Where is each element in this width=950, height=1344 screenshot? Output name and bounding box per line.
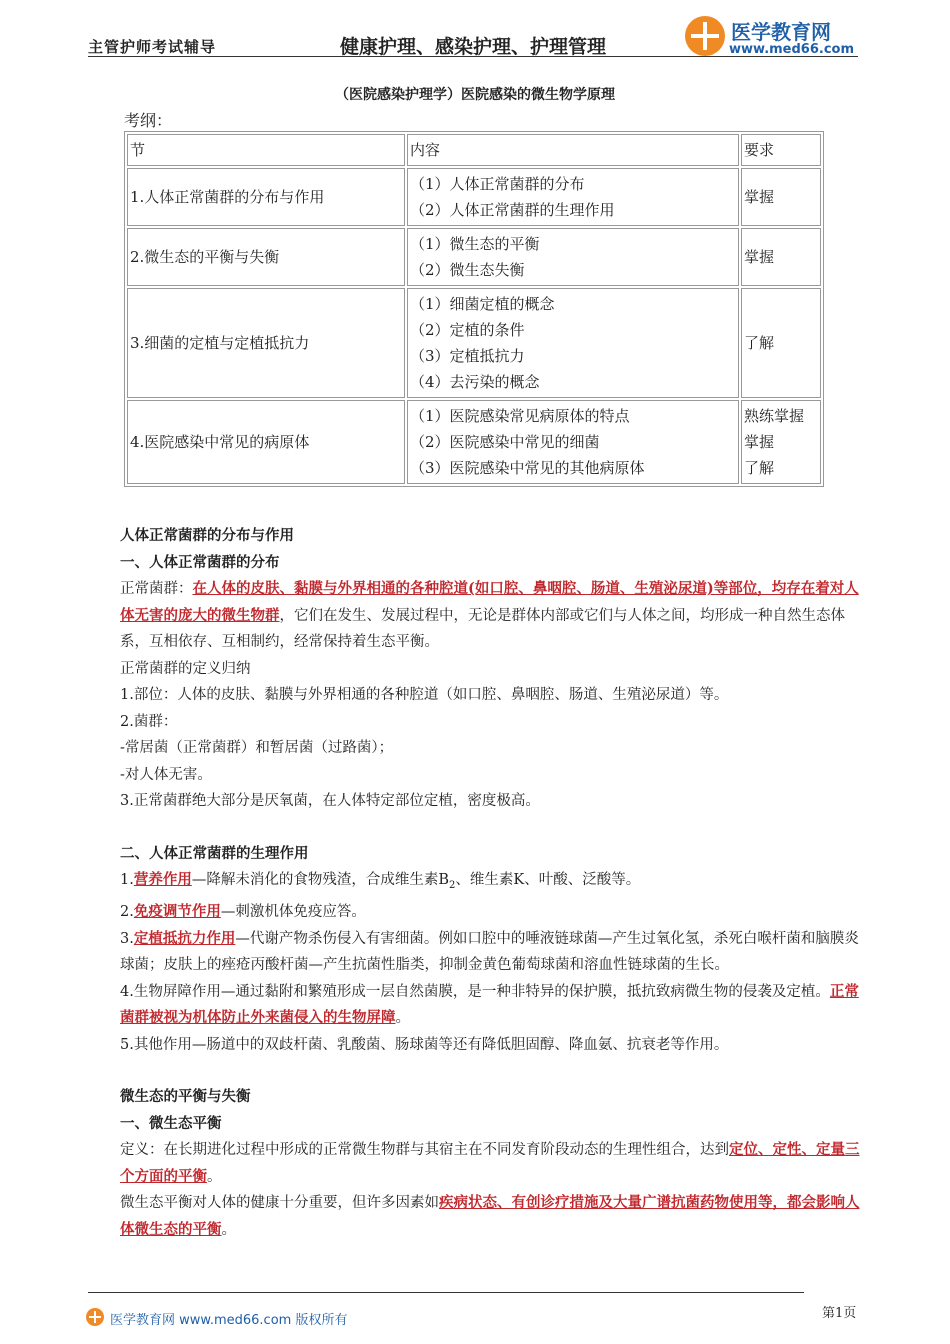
paragraph — [88, 867, 866, 899]
text: 定义：在长期进化过程中形成的正常微生物群与其宿主在不同发育阶段动态的生理性组合，达到 — [120, 1142, 729, 1159]
highlight-text: 营养作用 — [133, 871, 192, 888]
content-line: （1）医院感染常见病原体的特点 — [410, 407, 630, 425]
paragraph: -常居菌（正常菌群）和暂居菌（过路菌）； — [120, 740, 394, 756]
content-line: （1）微生态的平衡 — [410, 235, 540, 253]
text: —代谢产物杀伤侵入有害细菌。例如口腔中的唾液链球菌—产生过氧化氢，杀死白喉杆菌和脑膜炎球菌；皮肤上的痤疮丙酸杆菌—产生抗菌性脂类，抑制金黄色葡萄球菌和溶血性链球菌的生长。 — [120, 930, 859, 974]
text: 。 — [207, 1168, 222, 1185]
header-cell: 要求 — [741, 134, 821, 166]
subsection-heading: 一、微生态平衡 — [120, 1114, 222, 1132]
header-cell: 节 — [127, 134, 405, 166]
page-number: 第1页 — [822, 1306, 857, 1321]
logo-url: www.med66.com — [729, 42, 855, 57]
highlight-text: 定位、定性、定量三个方面的平衡 — [120, 1141, 860, 1185]
table-row — [127, 168, 821, 226]
text: 。 — [221, 1221, 236, 1238]
paragraph: 3.正常菌群绝大部分是厌氧菌，在人体特定部位定植，密度极高。 — [120, 793, 540, 809]
text: 2. — [120, 904, 134, 921]
text: 4.生物屏障作用—通过黏附和繁殖形成一层自然菌膜，是一种非特异的保护膜，抵抗致病微生物的侵袭及定植。 — [120, 983, 830, 1000]
content-line: （2）微生态失衡 — [410, 261, 525, 279]
section-heading: 微生态的平衡与失衡 — [120, 1088, 251, 1106]
content-cell — [407, 168, 739, 226]
text: 1. — [120, 872, 134, 888]
header-left-label: 主管护师考试辅导 — [88, 38, 217, 56]
requirement-cell — [741, 228, 821, 286]
requirement-line: 了解 — [744, 334, 775, 352]
content-cell — [407, 288, 739, 398]
footer-copyright[interactable]: 医学教育网 www.med66.com 版权所有 — [110, 1313, 348, 1328]
text: 、维生素K、叶酸、泛酸等。 — [455, 872, 641, 888]
paragraph — [88, 926, 866, 979]
outline-label: 考纲： — [124, 111, 173, 130]
paragraph — [88, 899, 866, 926]
content-line: （2）人体正常菌群的生理作用 — [410, 201, 615, 219]
site-logo[interactable] — [685, 14, 855, 62]
text: —降解未消化的食物残渣，合成维生素B — [191, 872, 449, 888]
text: 3. — [120, 930, 134, 947]
highlight-text: 在人体的皮肤、黏膜与外界相通的各种腔道(如口腔、鼻咽腔、肠道、生殖泌尿道)等部位，均存在着对人体无害的庞大的微生物群 — [120, 580, 859, 624]
subsection-heading: 二、人体正常菌群的生理作用 — [120, 844, 309, 862]
content-cell — [407, 228, 739, 286]
section-heading: 人体正常菌群的分布与作用 — [120, 527, 294, 544]
header-center-title: 健康护理、感染护理、护理管理 — [340, 36, 607, 58]
requirement-line: 掌握 — [744, 188, 775, 206]
text: 。 — [395, 1010, 410, 1027]
paragraph — [88, 1137, 866, 1190]
text: 微生态平衡对人体的健康十分重要，但许多因素如 — [120, 1195, 439, 1212]
highlight-text: 定植抵抗力作用 — [133, 929, 236, 947]
content-cell — [407, 400, 739, 484]
paragraph — [88, 1190, 866, 1243]
paragraph — [88, 576, 866, 656]
content-line: （3）医院感染中常见的其他病原体 — [410, 459, 645, 477]
requirement-cell — [741, 288, 821, 398]
document-title: （医院感染护理学）医院感染的微生物学原理 — [335, 87, 615, 103]
highlight-text: 正常菌群被视为机体防止外来菌侵入的生物屏障 — [120, 982, 859, 1027]
table-row — [127, 288, 821, 398]
requirement-line: 掌握 — [744, 433, 775, 451]
text: —刺激机体免疫应答。 — [220, 904, 366, 921]
content-line: （4）去污染的概念 — [410, 373, 540, 391]
header-cell: 内容 — [407, 134, 739, 166]
medical-cross-icon — [86, 1308, 104, 1326]
paragraph: -对人体无害。 — [120, 766, 212, 783]
section-cell: 1.人体正常菌群的分布与作用 — [127, 168, 405, 226]
header-divider — [88, 56, 858, 57]
requirement-line: 了解 — [744, 459, 775, 477]
content-line: （2）定植的条件 — [410, 321, 525, 339]
table-row — [127, 228, 821, 286]
paragraph: 1.部位：人体的皮肤、黏膜与外界相通的各种腔道（如口腔、鼻咽腔、肠道、生殖泌尿道）等。 — [120, 687, 729, 703]
section-cell: 4.医院感染中常见的病原体 — [127, 400, 405, 484]
section-cell: 3.细菌的定植与定植抵抗力 — [127, 288, 405, 398]
paragraph: 2.菌群： — [120, 713, 178, 730]
footer-divider — [88, 1292, 804, 1293]
requirement-line: 掌握 — [744, 248, 775, 266]
paragraph: 5.其他作用—肠道中的双歧杆菌、乳酸菌、肠球菌等还有降低胆固醇、降血氨、抗衰老等作用。 — [120, 1036, 729, 1053]
content-line: （2）医院感染中常见的细菌 — [410, 433, 600, 451]
section-cell: 2.微生态的平衡与失衡 — [127, 228, 405, 286]
requirement-cell — [741, 168, 821, 226]
syllabus-table — [124, 131, 824, 487]
content-line: （1）人体正常菌群的分布 — [410, 175, 585, 193]
content-line: （1）细菌定植的概念 — [410, 295, 555, 313]
document-body — [88, 523, 866, 1243]
highlight-text: 免疫调节作用 — [133, 903, 221, 921]
text: ，它们在发生、发展过程中，无论是群体内部或它们与人体之间，均形成一种自然生态体系，互相依存、互相制约，经常保持着生态平衡。 — [120, 607, 845, 650]
requirement-line: 熟练掌握 — [744, 407, 805, 425]
table-row — [127, 400, 821, 484]
logo-name: 医学教育网 — [731, 20, 831, 44]
text: 正常菌群： — [120, 581, 193, 597]
table-header-row — [127, 134, 821, 166]
paragraph: 正常菌群的定义归纳 — [120, 660, 251, 677]
content-line: （3）定植抵抗力 — [410, 347, 525, 365]
requirement-cell — [741, 400, 821, 484]
highlight-text: 疾病状态、有创诊疗措施及大量广谱抗菌药物使用等，都会影响人体微生态的平衡 — [120, 1194, 860, 1238]
medical-cross-icon — [685, 16, 725, 56]
subscript: 2 — [449, 879, 456, 891]
paragraph — [88, 979, 866, 1032]
subsection-heading: 一、人体正常菌群的分布 — [120, 553, 280, 571]
